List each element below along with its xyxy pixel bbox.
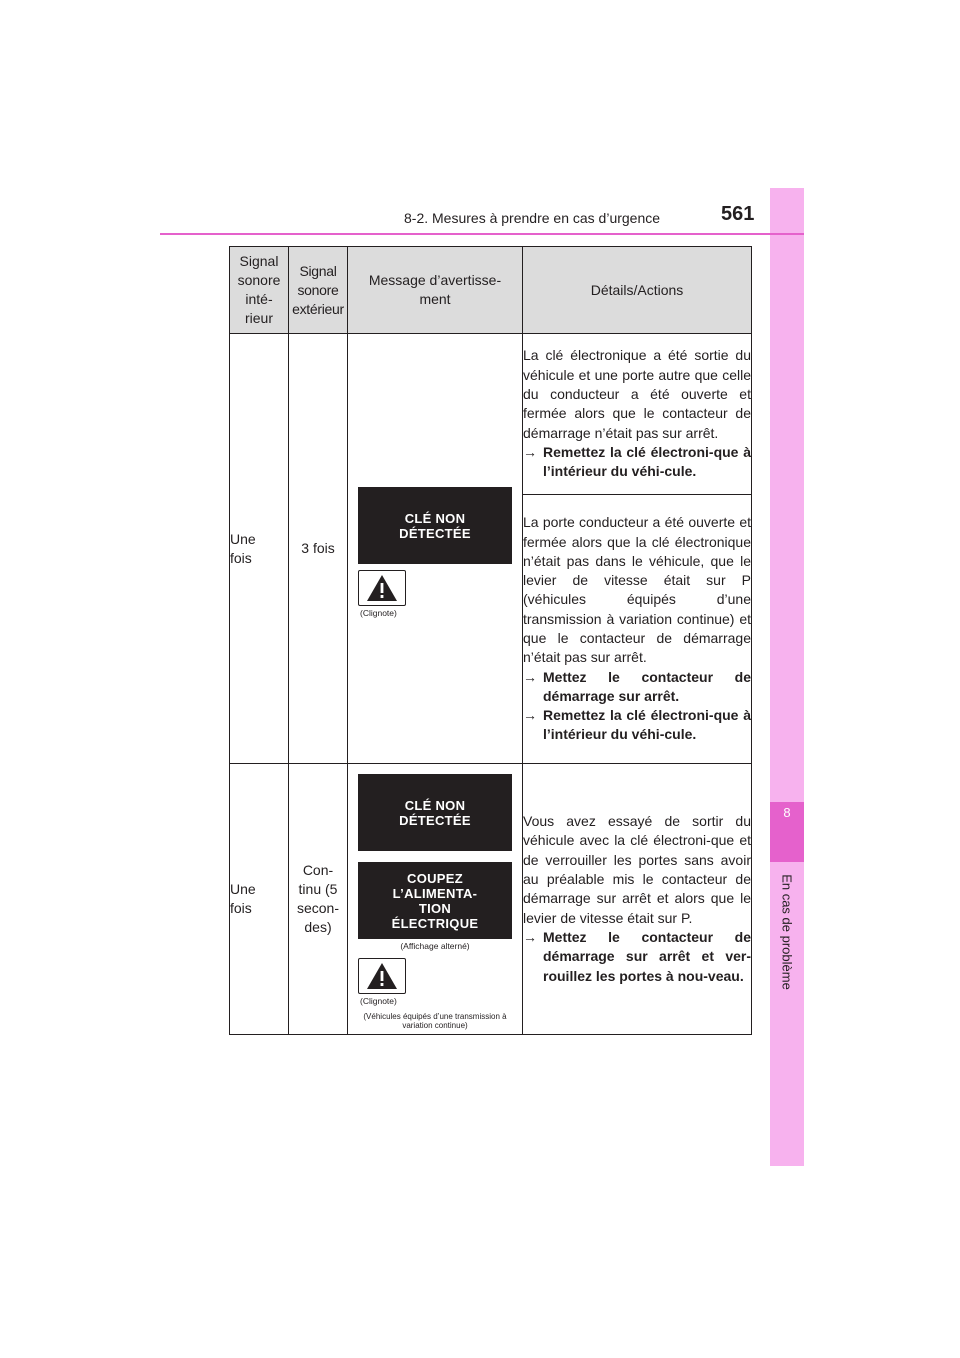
table-row — [230, 764, 752, 1035]
detail-text: La clé électronique a été sortie du véhicule et une porte autre que celle du conducteur a été ouverte et fermée alors que le contacteur de démarrage n’était pas sur arrêt. — [523, 347, 751, 441]
warning-triangle-icon — [358, 570, 406, 606]
chapter-title: En cas de problème — [779, 874, 795, 990]
page-number: 561 — [721, 203, 755, 225]
header-interior-buzzer: Signal sonore inté-rieur — [230, 247, 289, 334]
row1-exterior: 3 fois — [289, 334, 348, 764]
header-warning-message: Message d’avertisse-ment — [348, 247, 523, 334]
table-row — [230, 334, 752, 495]
section-title: 8-2. Mesures à prendre en cas d’urgence — [404, 210, 661, 226]
action-item: → Mettez le contacteur de démarrage sur arrêt. — [523, 668, 751, 704]
detail-text: La porte conducteur a été ouverte et fermée alors que la clé électronique n’était pas dans le véhicule, que le levier de vitesse était sur P (véhicules équipés d’une transmission à variation continue) et que le contacteur de démarrage n’était pas sur arrêt. — [523, 514, 751, 666]
header-details-actions: Détails/Actions — [523, 247, 752, 334]
detail-text: Vous avez essayé de sortir du véhicule avec la clé électroni-que et de verrouiller les portes sans avoir au préalable mis le contacteur de démarrage sur arrêt et alors que le levier de vitesse était sur P. — [523, 813, 751, 926]
chapter-number-badge — [770, 802, 804, 862]
display-coupez-alimentation: COUPEZ L’ALIMENTA-TION ÉLECTRIQUE — [358, 862, 512, 939]
action-item: → Remettez la clé électroni-que à l’intérieur du véhi-cule. — [523, 707, 751, 743]
right-arrow-icon: → — [523, 668, 537, 685]
action-item: → Mettez le contacteur de démarrage sur arrêt et ver-rouillez les portes à nou-veau. — [523, 928, 751, 984]
row2-exterior: Con-tinu (5 secon-des) — [289, 764, 348, 1035]
row2-message — [348, 764, 523, 1035]
warning-table — [229, 246, 752, 1035]
row2-detail — [523, 764, 752, 1035]
vehicle-note: (Véhicules équipés d’une transmission à variation continue) — [363, 1012, 507, 1030]
blink-note: (Clignote) — [360, 996, 397, 1006]
header-divider — [160, 233, 804, 235]
row1-message — [348, 334, 523, 764]
display-cle-non-detectee: CLÉ NON DÉTECTÉE — [358, 774, 512, 851]
chapter-side-tab — [770, 188, 804, 1166]
right-arrow-icon: → — [523, 443, 537, 460]
action-item: → Remettez la clé électroni-que à l’intérieur du véhi-cule. — [523, 443, 751, 480]
right-arrow-icon: → — [523, 928, 537, 945]
display-cle-non-detectee: CLÉ NON DÉTECTÉE — [358, 487, 512, 564]
row1-detail-b — [523, 495, 752, 764]
alternate-display-note: (Affichage alterné) — [400, 941, 470, 951]
table-header-row — [230, 247, 752, 334]
warning-triangle-icon — [358, 958, 406, 994]
header-exterior-buzzer: Signal sonore extérieur — [289, 247, 348, 334]
chapter-number: 8 — [783, 805, 791, 820]
blink-note: (Clignote) — [360, 608, 397, 618]
row2-interior: Une fois — [230, 764, 289, 1035]
right-arrow-icon: → — [523, 707, 537, 724]
row1-interior: Une fois — [230, 334, 289, 764]
row1-detail-a — [523, 334, 752, 495]
